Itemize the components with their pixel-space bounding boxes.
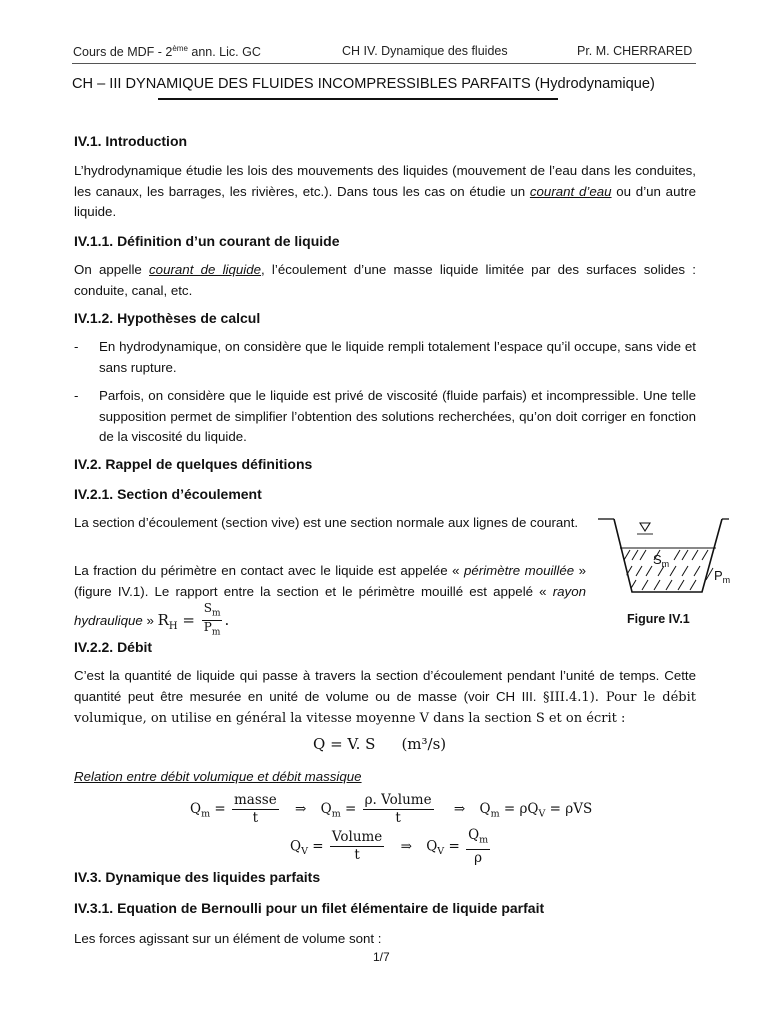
paragraph-section-vive: La section d’écoulement (section vive) est une section normale aux lignes de courant.	[74, 515, 579, 530]
paragraph-perimetre: La fraction du périmètre en contact avec le liquide est appelée « périmètre mouillée » (figure IV.1). Le rapport entre la section et le périmètre mouillé est appelé « rayon hydraulique » $R_H$ = $\frac{S_m}{P_m}$ .	[74, 563, 587, 638]
heading-debit: IV.2.2. Débit	[74, 639, 153, 655]
relation-title: Relation entre débit volumique et débit massique	[74, 769, 362, 784]
figure-label-sm: $S_m$	[653, 552, 670, 569]
paragraph-debit: C’est la quantité de liquide qui passe à travers la section d’écoulement pendant l’unité de temps. Cette quantité peut être mesurée en unité de volume ou de masse (voir CH III. §III.4.1). Pour le débit volumique, on utilise en général la vitesse moyenne V dans la section S et on écrit :	[74, 668, 696, 726]
figure-caption: Figure IV.1	[627, 612, 690, 626]
paragraph-definition: On appelle courant de liquide, l’écoulement d’une masse liquide limitée par des surfaces solides : conduite, canal, etc.	[74, 262, 696, 298]
figure-label-pm: $P_m$	[714, 568, 731, 585]
equation-flow-rate: Q = V. S (m³/s)	[313, 735, 447, 753]
channel-cross-section-figure	[596, 508, 746, 608]
heading-bernoulli: IV.3.1. Equation de Bernoulli pour un filet élémentaire de liquide parfait	[74, 900, 545, 916]
header-author: Pr. M. CHERRARED	[577, 44, 693, 58]
equation-mass-flow: $Q_m$ = $\frac{\text{masse}}{t}$ ⇒ $Q_m$ = $\frac{\text{ρ. Volume}}{t}$ ⇒ $Q_m = \rho Q_V = \rho VS$	[190, 792, 593, 826]
heading-dynamique: IV.3. Dynamique des liquides parfaits	[74, 869, 321, 885]
heading-rappel: IV.2. Rappel de quelques définitions	[74, 456, 313, 472]
title-underline	[158, 98, 558, 100]
rayon-hydraulique-formula: $R_H$ = $\frac{S_m}{P_m}$ .	[157, 601, 230, 638]
chapter-title: CH – III DYNAMIQUE DES FLUIDES INCOMPRESSIBLES PARFAITS (Hydrodynamique)	[72, 76, 655, 92]
paragraph-forces: Les forces agissant sur un élément de volume sont :	[74, 931, 382, 946]
header-chapter: CH IV. Dynamique des fluides	[342, 44, 508, 58]
header-course: Cours de MDF - 2ème ann. Lic. GC	[73, 44, 261, 60]
heading-introduction: IV.1. Introduction	[74, 133, 188, 149]
heading-section: IV.2.1. Section d’écoulement	[74, 486, 262, 502]
paragraph-introduction: L’hydrodynamique étudie les lois des mouvements des liquides (mouvement de l’eau dans les conduites, les canaux, les barrages, les rivières, etc.). Dans tous les cas on étudie un courant d’eau ou d’un autre liquide.	[74, 163, 696, 219]
page-number: 1/7	[373, 950, 390, 964]
heading-hypotheses: IV.1.2. Hypothèses de calcul	[74, 310, 261, 326]
list-item: - En hydrodynamique, on considère que le liquide rempli totalement l’espace qu’il occupe, sans vide et sans rupture.	[74, 339, 696, 375]
heading-definition: IV.1.1. Définition d’un courant de liquide	[74, 233, 340, 249]
list-item: - Parfois, on considère que le liquide est privé de viscosité (fluide parfais) et incompressible. Une telle supposition permet de simplifier l’obtention des solutions recherchées, qu’on doit corriger en fonction de la viscosité du liquide.	[74, 388, 696, 444]
equation-volume-flow: $Q_V$ = $\frac{\text{Volume}}{t}$ ⇒ $Q_V$ = $\frac{Q_m}{\rho}$	[290, 827, 489, 866]
header-divider	[72, 63, 696, 64]
